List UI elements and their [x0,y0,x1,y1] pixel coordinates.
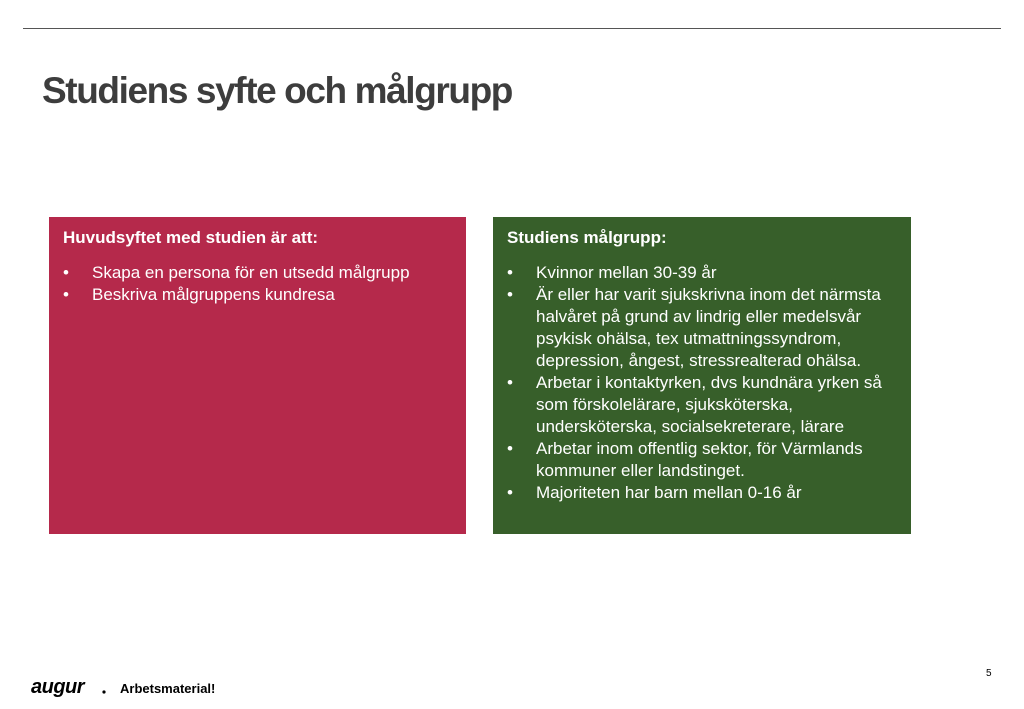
bullet-icon: • [63,285,69,304]
bullet-icon: • [63,263,69,282]
page-number: 5 [986,668,992,679]
target-group-list [507,262,897,504]
bullet-icon: • [507,483,513,502]
list-item [507,284,897,372]
list-item [507,482,897,504]
list-item-text: Majoriteten har barn mellan 0-16 år [536,483,802,502]
purpose-list [63,262,452,306]
purpose-heading: Huvudsyftet med studien är att: [63,228,319,247]
purpose-box [49,217,466,534]
footer-note: Arbetsmaterial! [120,681,216,696]
list-item [507,372,897,438]
bullet-icon: • [507,263,513,282]
list-item-text: Kvinnor mellan 30-39 år [536,263,717,282]
list-item-text: Beskriva målgruppens kundresa [92,285,335,304]
bullet-icon: • [507,439,513,458]
top-divider [23,28,1001,29]
list-item-text: Skapa en persona för en utsedd målgrupp [92,263,410,282]
list-item [507,262,897,284]
target-group-heading: Studiens målgrupp: [507,228,667,247]
list-item-text: Är eller har varit sjukskrivna inom det närmsta halvåret på grund av lindrig eller medelsvår psykisk ohälsa, tex utmattningssyndrom, depression, ångest, stressrealterad ohälsa. [536,285,881,370]
list-item-text: Arbetar inom offentlig sektor, för Värmlands kommuner eller landstinget. [536,439,863,480]
target-group-box [493,217,911,534]
svg-text:augur: augur [31,677,85,697]
bullet-icon: • [507,373,513,392]
list-item [63,284,452,306]
list-item-text: Arbetar i kontaktyrken, dvs kundnära yrken så som förskolelärare, sjuksköterska, undersköterska, socialsekreterare, lärare [536,373,882,436]
augur-logo [31,677,107,697]
bullet-icon: • [507,285,513,304]
slide-title: Studiens syfte och målgrupp [42,70,512,111]
list-item [63,262,452,284]
list-item [507,438,897,482]
